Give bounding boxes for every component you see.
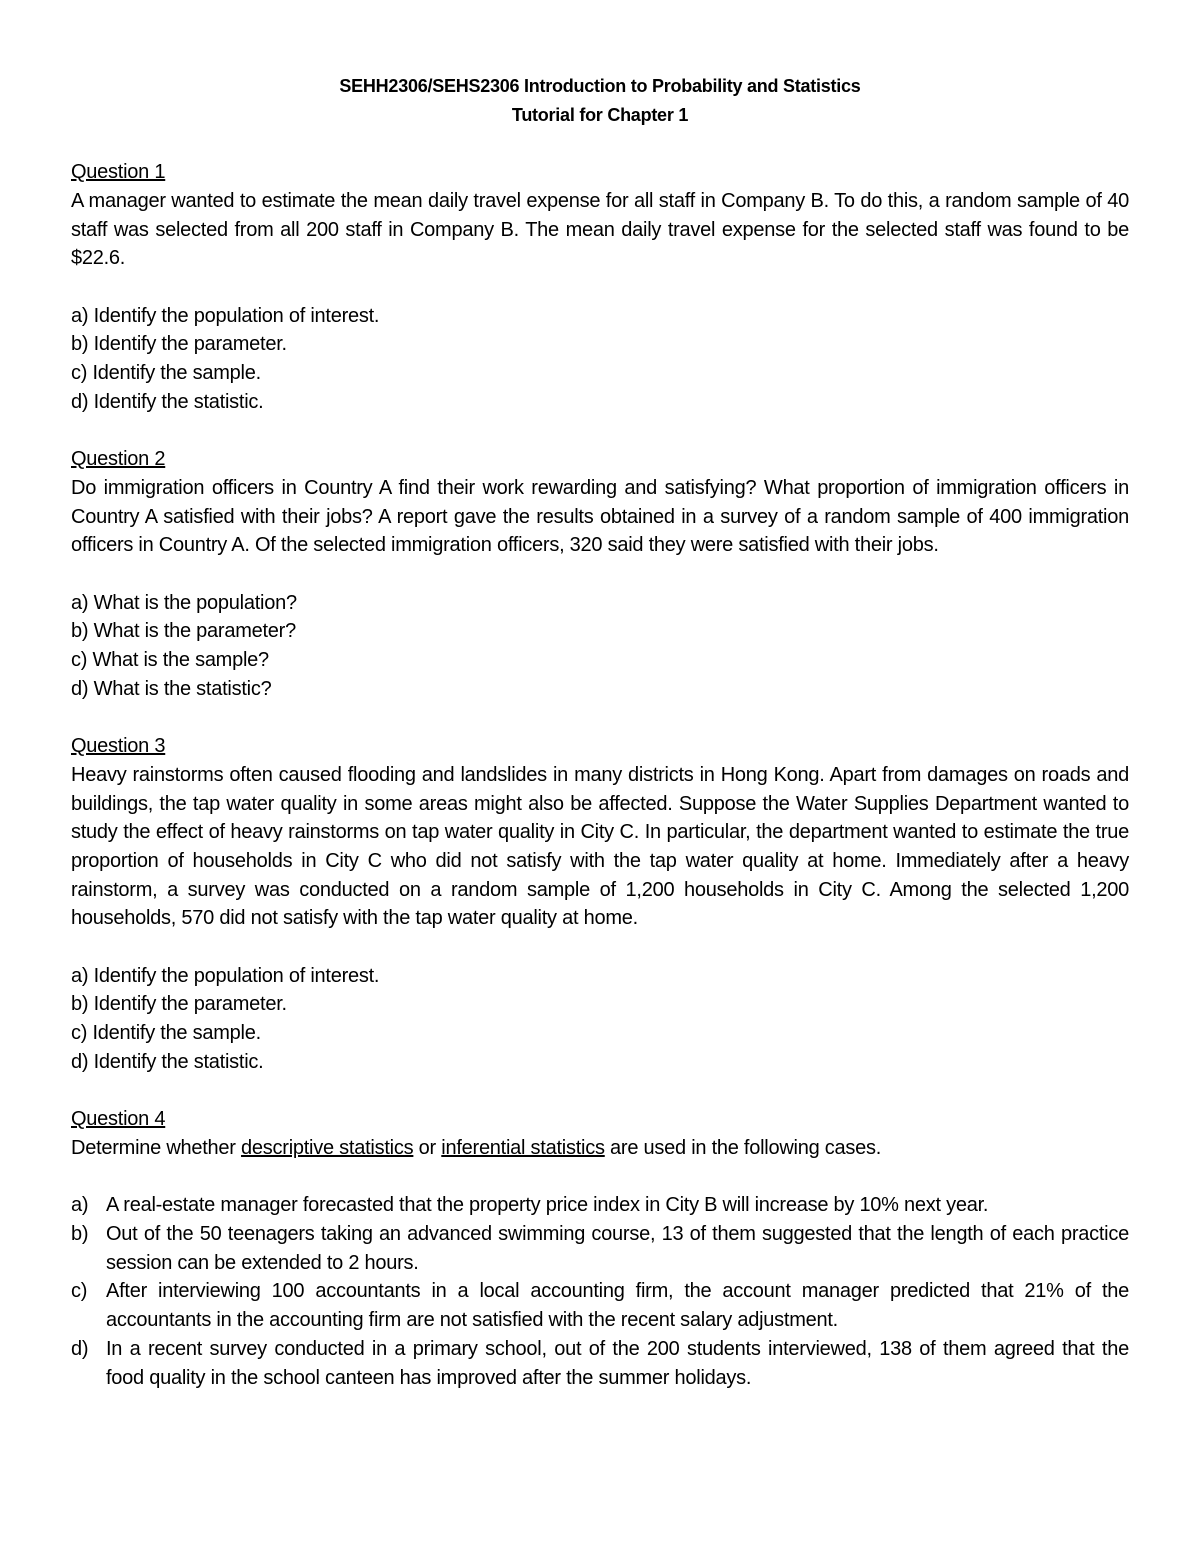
- question-4-case-d: [71, 1335, 1129, 1392]
- term-descriptive-statistics: descriptive statistics: [241, 1136, 414, 1159]
- question-4-case-a: [71, 1191, 1129, 1220]
- question-3-body: Heavy rainstorms often caused flooding and landslides in many districts in Hong Kong. Apart from damages on roads and buildings, the tap water quality in some areas might also be affected. Suppose the Water Supplies Department wanted to study the effect of heavy rainstorms on tap water quality in City C. In particular, the department wanted to estimate the true proportion of households in City C who did not satisfy with the tap water quality at home. Immediately after a heavy rainstorm, a survey was conducted on a random sample of 1,200 households in City C. Among the selected 1,200 households, 570 did not satisfy with the tap water quality at home.: [71, 763, 1129, 930]
- question-1-part-a: a) Identify the population of interest.: [71, 304, 380, 327]
- case-text: After interviewing 100 accountants in a local accounting firm, the account manager predicted that 21% of the accountants in the accounting firm are not satisfied with the recent salary adjustment.: [106, 1280, 1129, 1332]
- question-4-case-b: [71, 1220, 1129, 1277]
- question-3-part-c: c) Identify the sample.: [71, 1022, 261, 1045]
- question-1-body: A manager wanted to estimate the mean daily travel expense for all staff in Company B. To do this, a random sample of 40 staff was selected from all 200 staff in Company B. The mean daily travel expense for the selected staff was found to be $22.6.: [71, 189, 1129, 270]
- question-2-part-a: a) What is the population?: [71, 591, 297, 614]
- question-3-parts: [71, 962, 1129, 1077]
- question-4-intro: [71, 1134, 1129, 1163]
- question-4-intro-before: Determine whether: [71, 1136, 242, 1159]
- question-4-heading: Question 4: [71, 1108, 166, 1131]
- question-4: [71, 1105, 1129, 1392]
- case-label: b): [71, 1223, 89, 1245]
- question-2-part-b: b) What is the parameter?: [71, 620, 296, 643]
- tutorial-subtitle: Tutorial for Chapter 1: [511, 104, 689, 125]
- question-2-parts: [71, 589, 1129, 704]
- question-4-intro-mid: or: [413, 1136, 442, 1159]
- question-2: [71, 445, 1129, 703]
- question-2-part-c: c) What is the sample?: [71, 649, 269, 671]
- question-3-part-d: d) Identify the statistic.: [71, 1050, 264, 1073]
- document-page: [71, 72, 1129, 1421]
- question-4-intro-after: are used in the following cases.: [604, 1136, 882, 1159]
- question-3-part-b: b) Identify the parameter.: [71, 993, 287, 1016]
- question-1-part-d: d) Identify the statistic.: [71, 390, 264, 413]
- question-1-parts: [71, 302, 1129, 417]
- case-text: In a recent survey conducted in a primary school, out of the 200 students interviewed, 138 of them agreed that the food quality in the school canteen has improved after the summer holidays.: [106, 1337, 1129, 1389]
- case-label: d): [71, 1337, 89, 1360]
- case-label: a): [71, 1194, 89, 1217]
- document-header: [71, 72, 1129, 129]
- case-text: Out of the 50 teenagers taking an advanced swimming course, 13 of them suggested that the length of each practice session can be extended to 2 hours.: [106, 1223, 1129, 1274]
- question-3-heading: Question 3: [71, 735, 166, 758]
- question-1: [71, 158, 1129, 416]
- question-1-heading: Question 1: [71, 161, 166, 184]
- course-title: SEHH2306/SEHS2306 Introduction to Probability and Statistics: [339, 76, 861, 96]
- question-2-body: Do immigration officers in Country A find their work rewarding and satisfying? What proportion of immigration officers in Country A satisfied with their jobs? A report gave the results obtained in a survey of a random sample of 400 immigration officers in Country A. Of the selected immigration officers, 320 said they were satisfied with their jobs.: [71, 476, 1129, 557]
- question-3: [71, 732, 1129, 1076]
- question-3-part-a: a) Identify the population of interest.: [71, 964, 380, 987]
- question-4-case-c: [71, 1277, 1129, 1334]
- case-label: c): [71, 1280, 88, 1303]
- question-1-part-c: c) Identify the sample.: [71, 362, 261, 384]
- question-1-part-b: b) Identify the parameter.: [71, 333, 287, 356]
- case-text: A real-estate manager forecasted that the property price index in City B will increase by 10% next year.: [106, 1194, 989, 1217]
- question-2-heading: Question 2: [71, 448, 166, 471]
- question-4-cases: [71, 1191, 1129, 1392]
- term-inferential-statistics: inferential statistics: [441, 1136, 605, 1159]
- question-2-part-d: d) What is the statistic?: [71, 677, 272, 700]
